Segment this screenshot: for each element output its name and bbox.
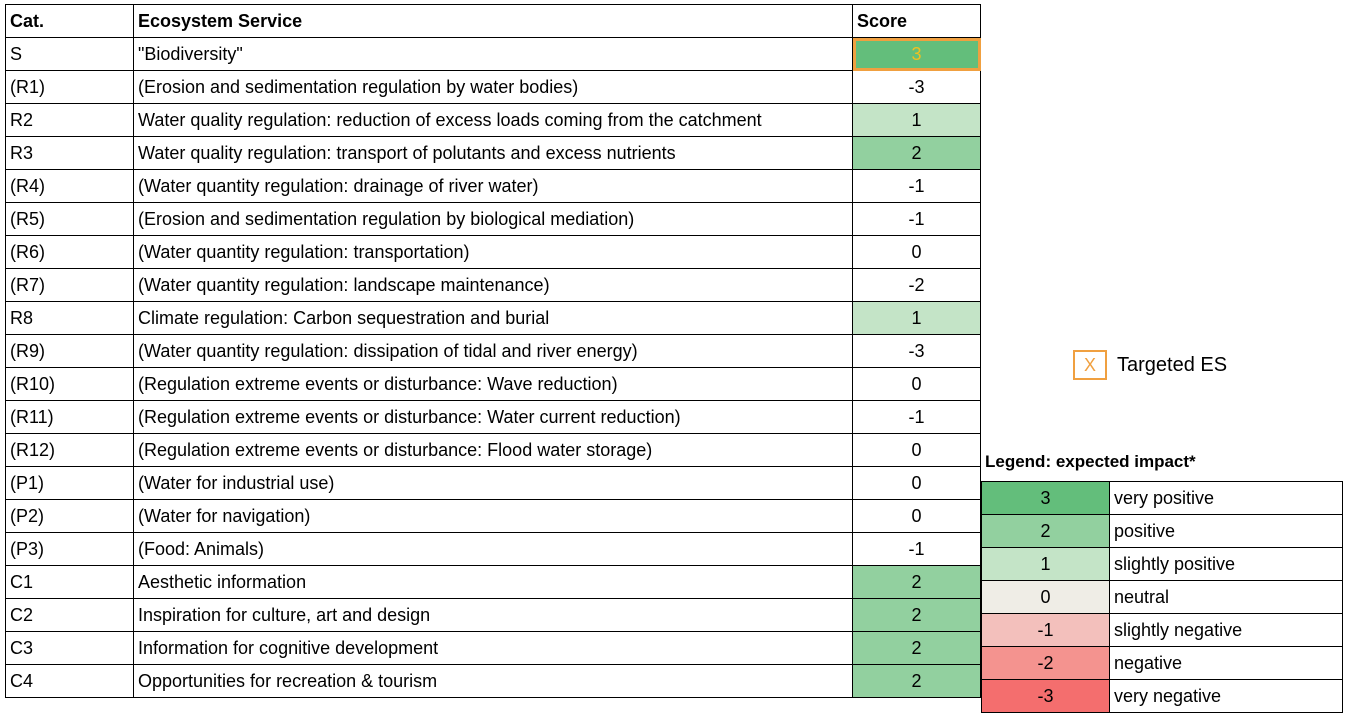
- legend-label: slightly negative: [1110, 614, 1343, 647]
- targeted-es-key: [1073, 350, 1227, 380]
- legend-value: 1: [982, 548, 1110, 581]
- targeted-es-label: Targeted ES: [1117, 353, 1228, 376]
- table-row: [6, 170, 981, 203]
- cell-category: (R7): [6, 269, 134, 302]
- cell-score: -1: [853, 170, 981, 203]
- header-row: [6, 5, 981, 38]
- cell-service: Information for cognitive development: [134, 632, 853, 665]
- cell-category: (R1): [6, 71, 134, 104]
- cell-score: 2: [853, 665, 981, 698]
- cell-service: Opportunities for recreation & tourism: [134, 665, 853, 698]
- legend-row: [982, 548, 1343, 581]
- legend-label: positive: [1110, 515, 1343, 548]
- cell-category: C1: [6, 566, 134, 599]
- legend-value: 2: [982, 515, 1110, 548]
- table-row: [6, 269, 981, 302]
- cell-service: (Water quantity regulation: transportation): [134, 236, 853, 269]
- cell-category: (P1): [6, 467, 134, 500]
- cell-service: (Water quantity regulation: landscape maintenance): [134, 269, 853, 302]
- cell-service: (Water quantity regulation: dissipation of tidal and river energy): [134, 335, 853, 368]
- legend-row: [982, 482, 1343, 515]
- cell-category: (R12): [6, 434, 134, 467]
- legend-row: [982, 647, 1343, 680]
- legend-row: [982, 680, 1343, 713]
- legend-row: [982, 515, 1343, 548]
- cell-category: (P3): [6, 533, 134, 566]
- legend-value: 3: [982, 482, 1110, 515]
- cell-category: C4: [6, 665, 134, 698]
- cell-service: (Regulation extreme events or disturbance: Flood water storage): [134, 434, 853, 467]
- cell-service: (Water for industrial use): [134, 467, 853, 500]
- table-row: [6, 236, 981, 269]
- cell-score: 1: [853, 104, 981, 137]
- cell-score: -1: [853, 533, 981, 566]
- cell-category: (R9): [6, 335, 134, 368]
- cell-service: (Erosion and sedimentation regulation by water bodies): [134, 71, 853, 104]
- legend-table: [981, 481, 1343, 713]
- legend-value: 0: [982, 581, 1110, 614]
- cell-service: (Food: Animals): [134, 533, 853, 566]
- cell-service: Climate regulation: Carbon sequestration and burial: [134, 302, 853, 335]
- cell-category: C3: [6, 632, 134, 665]
- table-row: [6, 368, 981, 401]
- targeted-marker-box: X: [1073, 350, 1107, 380]
- cell-category: R3: [6, 137, 134, 170]
- table-row: [6, 566, 981, 599]
- cell-score: 0: [853, 368, 981, 401]
- legend-label: very positive: [1110, 482, 1343, 515]
- cell-category: (R11): [6, 401, 134, 434]
- cell-category: (R10): [6, 368, 134, 401]
- legend-label: negative: [1110, 647, 1343, 680]
- table-row: [6, 632, 981, 665]
- table-row: [6, 665, 981, 698]
- legend-title: Legend: expected impact*: [985, 452, 1196, 471]
- table-row: [6, 500, 981, 533]
- cell-score: 0: [853, 467, 981, 500]
- cell-category: S: [6, 38, 134, 71]
- table-row: [6, 401, 981, 434]
- legend-value: -2: [982, 647, 1110, 680]
- table-row: [6, 533, 981, 566]
- cell-score-targeted: 3: [853, 38, 981, 71]
- cell-service: Inspiration for culture, art and design: [134, 599, 853, 632]
- header-score: Score: [853, 5, 981, 38]
- header-ecosystem-service: Ecosystem Service: [134, 5, 853, 38]
- cell-category: R2: [6, 104, 134, 137]
- table-row: [6, 104, 981, 137]
- cell-service: (Regulation extreme events or disturbance: Water current reduction): [134, 401, 853, 434]
- cell-service: "Biodiversity": [134, 38, 853, 71]
- cell-service: Water quality regulation: reduction of excess loads coming from the catchment: [134, 104, 853, 137]
- cell-score: -3: [853, 335, 981, 368]
- legend-value: -3: [982, 680, 1110, 713]
- cell-category: C2: [6, 599, 134, 632]
- legend-row: [982, 581, 1343, 614]
- cell-score: 2: [853, 632, 981, 665]
- legend-label: neutral: [1110, 581, 1343, 614]
- table-row: [6, 302, 981, 335]
- header-category: Cat.: [6, 5, 134, 38]
- table-row: [6, 203, 981, 236]
- cell-score: 0: [853, 500, 981, 533]
- cell-score: -1: [853, 401, 981, 434]
- table-row: [6, 599, 981, 632]
- legend-label: slightly positive: [1110, 548, 1343, 581]
- cell-service: (Regulation extreme events or disturbance: Wave reduction): [134, 368, 853, 401]
- cell-score: 0: [853, 236, 981, 269]
- table-row: [6, 434, 981, 467]
- cell-score: -3: [853, 71, 981, 104]
- cell-score: -2: [853, 269, 981, 302]
- cell-service: Aesthetic information: [134, 566, 853, 599]
- table-row: [6, 335, 981, 368]
- cell-category: (P2): [6, 500, 134, 533]
- cell-category: (R4): [6, 170, 134, 203]
- legend-value: -1: [982, 614, 1110, 647]
- legend-row: [982, 614, 1343, 647]
- cell-score: 2: [853, 599, 981, 632]
- cell-score: -1: [853, 203, 981, 236]
- cell-score: 0: [853, 434, 981, 467]
- table-row: [6, 467, 981, 500]
- cell-category: (R6): [6, 236, 134, 269]
- cell-service: (Erosion and sedimentation regulation by biological mediation): [134, 203, 853, 236]
- cell-service: Water quality regulation: transport of polutants and excess nutrients: [134, 137, 853, 170]
- cell-score: 1: [853, 302, 981, 335]
- ecosystem-services-table: [5, 4, 981, 698]
- table-row: [6, 71, 981, 104]
- cell-category: (R5): [6, 203, 134, 236]
- cell-service: (Water quantity regulation: drainage of river water): [134, 170, 853, 203]
- legend-label: very negative: [1110, 680, 1343, 713]
- cell-score: 2: [853, 566, 981, 599]
- table-row: [6, 137, 981, 170]
- cell-category: R8: [6, 302, 134, 335]
- cell-score: 2: [853, 137, 981, 170]
- cell-service: (Water for navigation): [134, 500, 853, 533]
- table-row: [6, 38, 981, 71]
